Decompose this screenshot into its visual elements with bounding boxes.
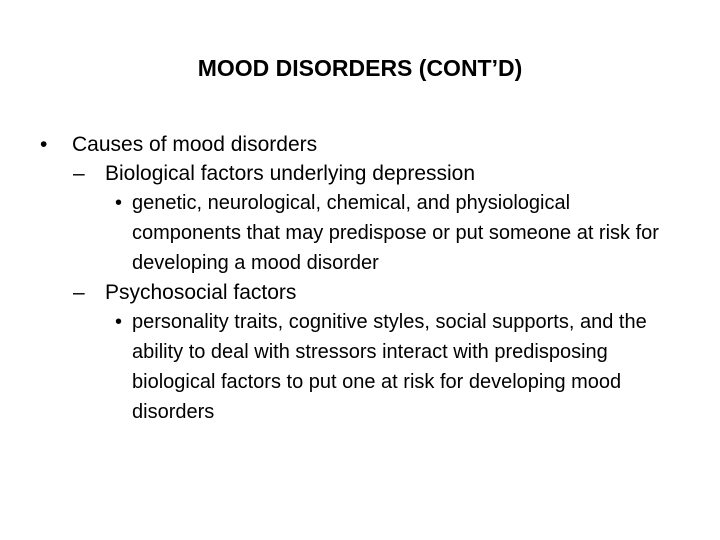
slide-title: MOOD DISORDERS (CONT’D) — [197, 55, 523, 81]
subbullet-biological — [73, 159, 700, 188]
dash-marker: – — [73, 281, 85, 304]
slide-content — [40, 130, 700, 427]
detail-text: personality traits, cognitive styles, social supports, and the ability to deal with stressors interact with predisposing biological factors to put one at risk for developing mood disorders — [132, 311, 647, 423]
bullet-marker: • — [115, 192, 123, 214]
detail-biological — [115, 188, 672, 278]
dash-marker: – — [73, 162, 85, 185]
bullet-causes — [40, 130, 700, 159]
subbullet-text: Biological factors underlying depression — [105, 162, 476, 185]
subbullet-psychosocial — [73, 278, 700, 307]
detail-psychosocial — [115, 307, 672, 427]
subbullet-text: Psychosocial factors — [105, 281, 297, 304]
bullet-text: Causes of mood disorders — [72, 133, 318, 156]
detail-text: genetic, neurological, chemical, and physiological components that may predispose or put someone at risk for developing a mood disorder — [132, 192, 659, 274]
bullet-marker: • — [40, 133, 48, 156]
bullet-marker: • — [115, 311, 123, 333]
